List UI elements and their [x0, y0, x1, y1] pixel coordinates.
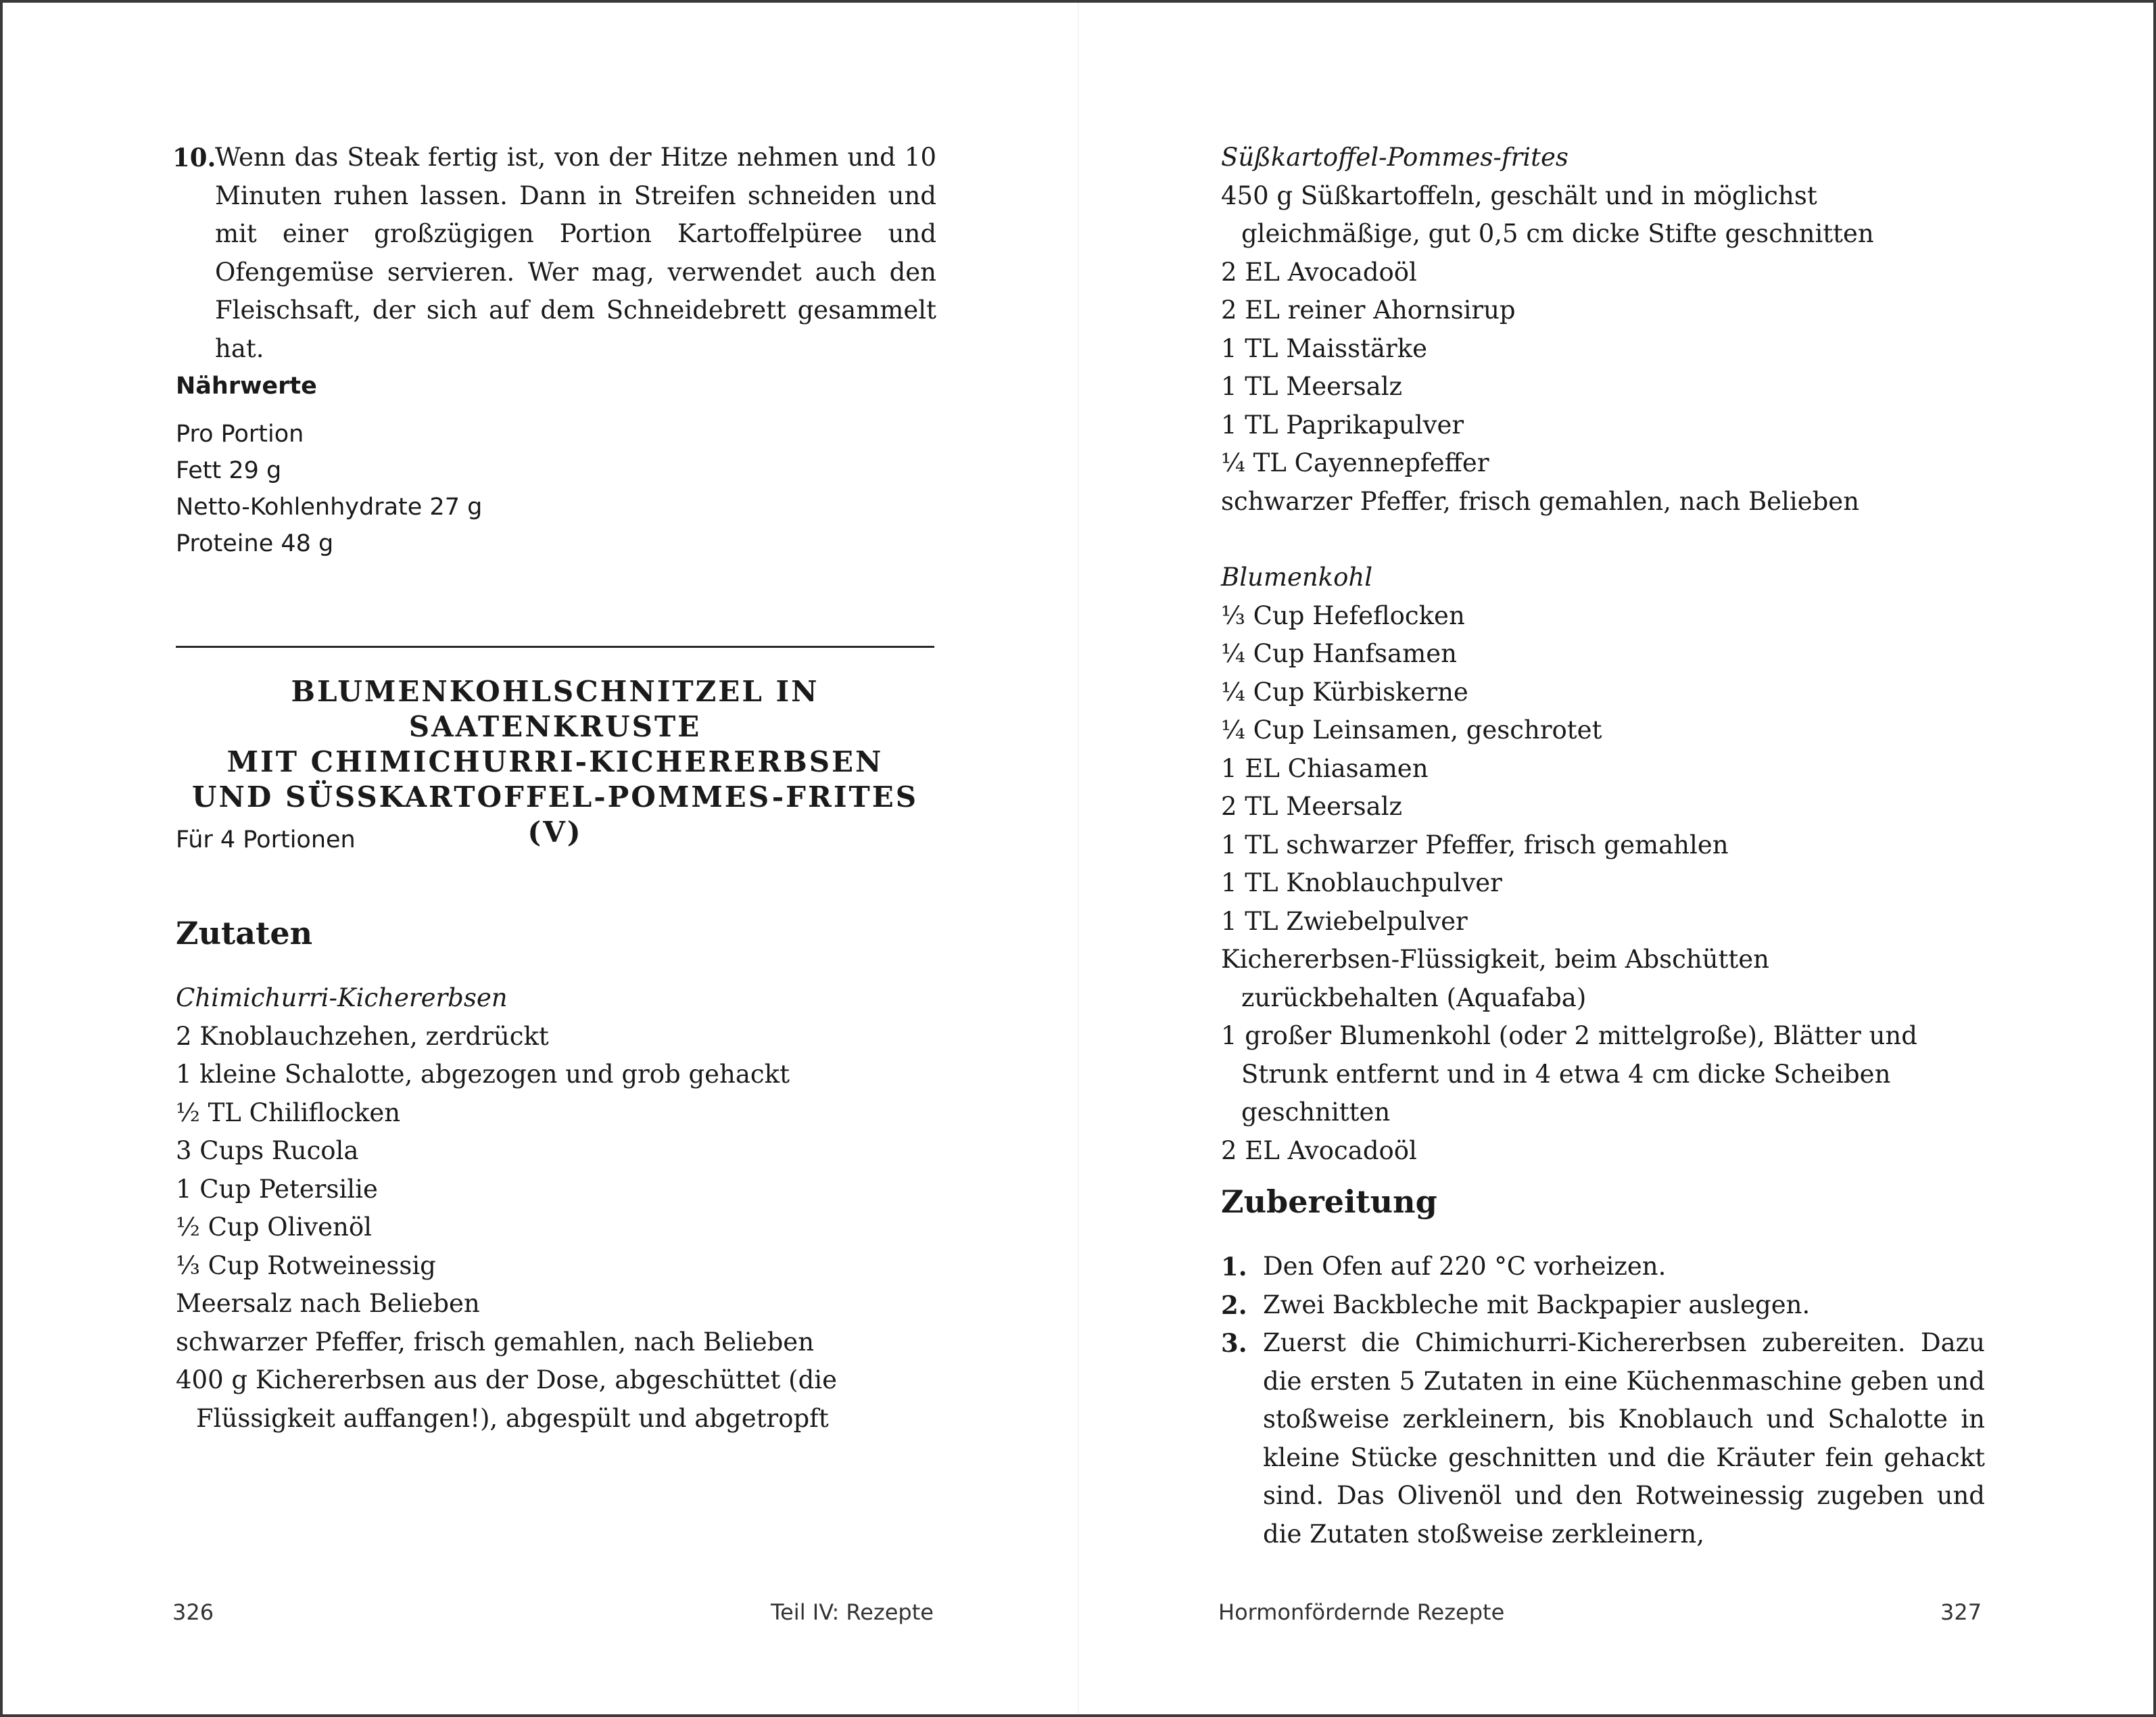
recipe-title-line: BLUMENKOHLSCHNITZEL IN SAATENKRUSTE [291, 675, 819, 743]
ingredients-heading: Zutaten [176, 915, 313, 951]
ingredient-item: ⅓ Cup Hefeflocken [1221, 601, 1465, 630]
ingredient-item: 1 TL Knoblauchpulver [1221, 868, 1502, 897]
page-number-right: 327 [1940, 1599, 1982, 1625]
ingredient-item: ¼ TL Cayennepfeffer [1221, 448, 1489, 477]
preparation-heading: Zubereitung [1221, 1183, 1437, 1220]
step-text: Zwei Backbleche mit Backpapier auslegen. [1263, 1290, 1811, 1319]
nutrition-title: Nährwerte [176, 373, 317, 400]
ingredient-item: 2 TL Meersalz [1221, 792, 1403, 821]
step [1221, 1324, 1985, 1553]
step-text: Wenn das Steak fertig ist, von der Hitze nehmen und 10 Minuten ruhen lassen. Dann in Streifen schneiden und mit einer großzügigen Portion Kartoffelpüree und Ofengemüse servieren. Wer mag, verwendet auch den Fleischsaft, der sich auf dem Schneidebrett gesammelt hat. [215, 143, 936, 363]
ingredient-item: ¼ Cup Kürbiskerne [1221, 677, 1468, 707]
ingredient-item: 1 TL schwarzer Pfeffer, frisch gemahlen [1221, 830, 1729, 860]
ingredient-item: Meersalz nach Belieben [176, 1289, 480, 1318]
ingredient-subheading: Süßkartoffel-Pommes-frites [1221, 143, 1568, 172]
step-number: 2. [1221, 1290, 1247, 1320]
ingredient-item: 1 großer Blumenkohl (oder 2 mittelgroße), Blätter und Strunk entfernt und in 4 etwa 4 cm dicke Scheiben geschnitten [1221, 1021, 1917, 1127]
ingredient-item: 400 g Kichererbsen aus der Dose, abgeschüttet (die Flüssigkeit auffangen!), abgespült und abgetropft [176, 1365, 838, 1433]
page-number-left: 326 [172, 1599, 214, 1625]
ingredient-item: 2 EL Avocadoöl [1221, 1135, 1417, 1165]
step-text: Den Ofen auf 220 °C vorheizen. [1263, 1252, 1667, 1281]
ingredient-item: 1 kleine Schalotte, abgezogen und grob gehackt [176, 1060, 790, 1089]
recipe-title-line: UND SÜSSKARTOFFEL-POMMES-FRITES (V) [191, 780, 919, 849]
ingredient-item: ¼ Cup Hanfsamen [1221, 639, 1457, 668]
nutrition-subtitle: Pro Portion [176, 421, 304, 448]
ingredient-item: 1 TL Meersalz [1221, 372, 1403, 401]
portions: Für 4 Portionen [176, 826, 356, 853]
step-number: 3. [1221, 1328, 1247, 1358]
ingredient-item: ½ Cup Olivenöl [176, 1213, 372, 1242]
ingredient-item: 1 TL Maisstärke [1221, 333, 1427, 363]
ingredient-item: 2 EL Avocadoöl [1221, 257, 1417, 287]
ingredients-chimichurri [176, 979, 940, 1438]
ingredient-item: 450 g Süßkartoffeln, geschält und in möglichst gleichmäßige, gut 0,5 cm dicke Stifte geschnitten [1221, 181, 1874, 248]
ingredient-item: 1 TL Zwiebelpulver [1221, 906, 1468, 936]
step-text: Zuerst die Chimichurri-Kichererbsen zubereiten. Dazu die ersten 5 Zutaten in eine Küchenmaschine geben und stoßweise zerkleinern, bis Knoblauch und Schalotte in kleine Stücke geschnitten und die Kräuter fein gehackt sind. Das Olivenöl und den Rotweinessig zugeben und die Zutaten stoßweise zerkleinern, [1263, 1328, 1985, 1549]
step-10 [172, 139, 936, 368]
ingredient-item: 1 EL Chiasamen [1221, 753, 1429, 783]
ingredient-item: 2 Knoblauchzehen, zerdrückt [176, 1021, 549, 1051]
ingredient-item: schwarzer Pfeffer, frisch gemahlen, nach Belieben [176, 1327, 815, 1357]
ingredient-subheading: Blumenkohl [1221, 563, 1373, 592]
ingredient-item: ⅓ Cup Rotweinessig [176, 1250, 436, 1280]
step [1221, 1286, 1985, 1325]
ingredient-item: schwarzer Pfeffer, frisch gemahlen, nach Belieben [1221, 486, 1860, 516]
preparation-steps [1221, 1248, 1985, 1553]
step-number: 1. [1221, 1252, 1247, 1281]
ingredient-subheading: Chimichurri-Kichererbsen [176, 983, 508, 1012]
nutrition-fat: Fett 29 g [176, 457, 282, 484]
ingredient-item: 1 Cup Petersilie [176, 1174, 378, 1204]
ingredients-fries-cauliflower [1221, 139, 1985, 1170]
running-footer-left: Teil IV: Rezepte [771, 1599, 934, 1625]
running-footer-right: Hormonfördernde Rezepte [1218, 1599, 1505, 1625]
nutrition-carbs: Netto-Kohlenhydrate 27 g [176, 494, 483, 521]
ingredient-item: 3 Cups Rucola [176, 1136, 359, 1165]
step-number: 10. [172, 143, 216, 172]
step [1221, 1248, 1985, 1286]
section-divider [176, 646, 934, 648]
ingredient-item: ¼ Cup Leinsamen, geschrotet [1221, 715, 1602, 745]
nutrition-protein: Proteine 48 g [176, 530, 334, 557]
ingredient-item: 2 EL reiner Ahornsirup [1221, 296, 1516, 325]
recipe-title-line: MIT CHIMICHURRI-KICHERERBSEN [226, 745, 884, 778]
right-page [1079, 0, 2156, 1717]
ingredient-item: 1 TL Paprikapulver [1221, 410, 1464, 440]
ingredient-item: Kichererbsen-Flüssigkeit, beim Abschütten zurückbehalten (Aquafaba) [1221, 945, 1769, 1012]
ingredient-item: ½ TL Chiliflocken [176, 1098, 401, 1127]
